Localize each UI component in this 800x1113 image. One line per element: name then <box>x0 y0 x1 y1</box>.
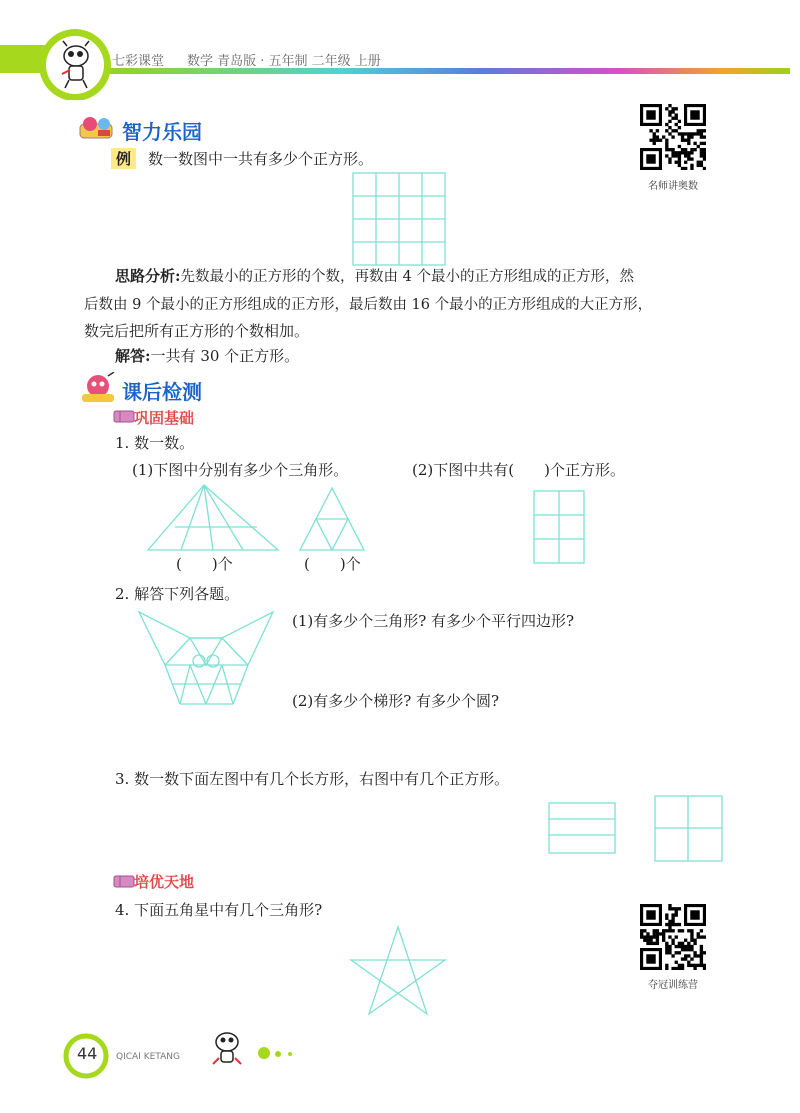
question-2-part-2: (2)有多少个梯形? 有多少个圆? <box>292 692 500 710</box>
answer-line <box>115 345 299 366</box>
checking-character-icon <box>78 372 118 404</box>
analysis-label: 思路分析: <box>115 267 181 285</box>
subtitle-peiyou: 培优天地 <box>134 873 195 891</box>
question-3: 3. 数一数下面左图中有几个长方形，右图中有几个正方形。 <box>115 770 510 788</box>
qr-code-icon[interactable] <box>640 104 706 170</box>
five-pointed-star-figure <box>348 924 448 1018</box>
eraser-icon <box>113 408 135 424</box>
qr-caption-training: 夺冠训练营 <box>648 980 698 991</box>
answer-label: 解答: <box>115 347 151 365</box>
example-question: 数一数图中一共有多少个正方形。 <box>148 150 374 168</box>
rectangle-grid-figure <box>533 490 585 564</box>
cartoon-mascot-icon <box>52 40 100 92</box>
analysis-line-2: 后数由 9 个最小的正方形组成的正方形，最后数由 16 个最小的正方形组成的大正方形， <box>84 297 653 313</box>
header-subject: 数学 青岛版 · 五年制 二年级 上册 <box>187 54 381 69</box>
header-bar <box>0 0 800 100</box>
triangle-figures <box>145 480 385 555</box>
stacked-rectangles-figure <box>548 800 618 855</box>
footer-brand: QICAI KETANG <box>116 1052 180 1062</box>
subtitle-gonggu: 巩固基础 <box>134 409 195 427</box>
analysis-line-1 <box>115 265 634 286</box>
example-tag: 例 <box>111 148 136 169</box>
footer-mascot-icon <box>205 1028 300 1068</box>
page-number: 44 <box>77 1044 98 1063</box>
question-4: 4. 下面五角星中有几个三角形? <box>115 901 323 919</box>
section-title-zhili: 智力乐园 <box>122 120 202 144</box>
puzzle-character-icon <box>78 114 118 142</box>
answer-text: 一共有 30 个正方形。 <box>150 347 300 365</box>
header-series: 七彩课堂 <box>112 54 165 69</box>
question-1-part-2: (2)下图中共有( )个正方形。 <box>412 461 625 479</box>
square-grid-figure <box>352 172 446 266</box>
question-2-part-1: (1)有多少个三角形? 有多少个平行四边形? <box>292 612 575 630</box>
qr-code-icon[interactable] <box>640 904 706 970</box>
qr-caption-teacher: 名师讲奥数 <box>648 181 698 192</box>
blank-count-a[interactable]: ( )个 <box>176 555 233 573</box>
animal-face-figure <box>136 608 276 708</box>
section-title-kehou: 课后检测 <box>122 380 202 404</box>
question-1-part-1: (1)下图中分别有多少个三角形。 <box>132 461 349 479</box>
blank-count-b[interactable]: ( )个 <box>304 555 361 573</box>
analysis-text-1: 先数最小的正方形的个数，再数由 4 个最小的正方形组成的正方形，然 <box>180 269 634 285</box>
quartered-square-figure <box>654 795 724 863</box>
analysis-line-3: 数完后把所有正方形的个数相加。 <box>84 322 310 340</box>
question-2: 2. 解答下列各题。 <box>115 585 240 603</box>
question-1: 1. 数一数。 <box>115 434 195 452</box>
eraser-icon <box>113 873 135 889</box>
